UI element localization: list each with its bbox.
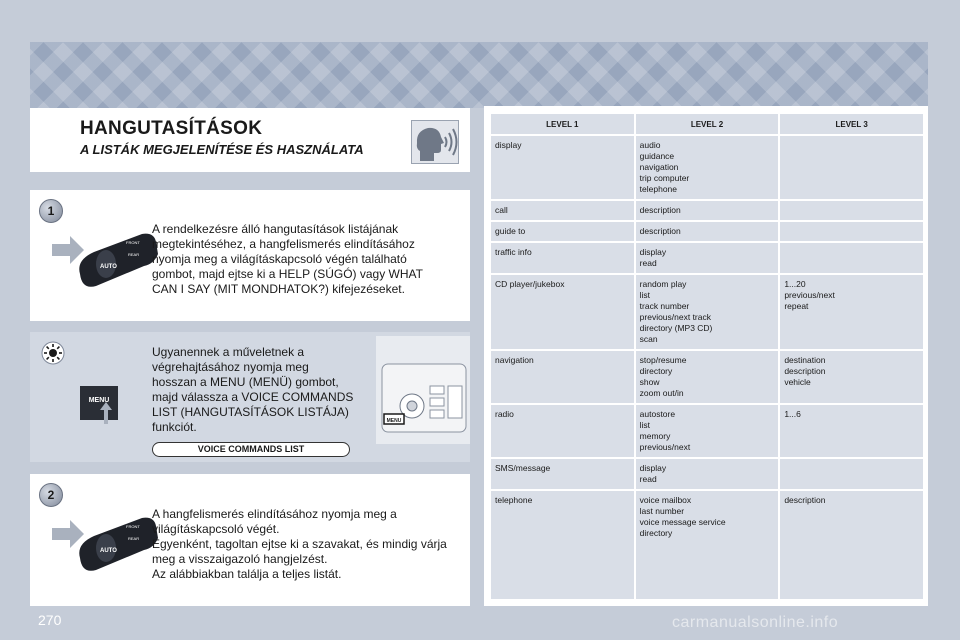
step-2-badge: 2 — [39, 483, 63, 507]
front-label: FRONT — [126, 240, 140, 245]
table-row — [491, 222, 923, 241]
cell-level-2: description — [636, 201, 779, 220]
cell-level-1: guide to — [491, 222, 634, 241]
step1-instructions: A rendelkezésre álló hangutasítások listájának megtekintéséhez, a hangfelismerés elindításához nyomja meg a világításkapcsoló végén található gombot, majd ejtse ki a HELP (SÚGÓ) vagy WHAT CAN I SAY (MIT MONDHATOK?) kifejezéseket. — [152, 222, 423, 296]
watermark: carmanualsonline.info — [672, 614, 839, 631]
cell-level-1: navigation — [491, 351, 634, 403]
header-level-1: LEVEL 1 — [491, 114, 634, 134]
cell-level-1: telephone — [491, 491, 634, 599]
cell-level-1: call — [491, 201, 634, 220]
cell-level-1: traffic info — [491, 243, 634, 273]
cell-level-3: 1...20 previous/next repeat — [780, 275, 923, 349]
cell-level-2: audio guidance navigation trip computer telephone — [636, 136, 779, 199]
page-number: 270 — [38, 612, 62, 628]
table-header-row — [491, 114, 923, 134]
voice-speaking-head-icon — [411, 120, 459, 164]
cell-level-2: random play list track number previous/next track directory (MP3 CD) scan — [636, 275, 779, 349]
cell-level-1: radio — [491, 405, 634, 457]
title-box — [30, 108, 470, 172]
page-title: HANGUTASÍTÁSOK — [80, 118, 263, 139]
menu-button-label: MENU — [88, 397, 110, 404]
voice-commands-list-pill: VOICE COMMANDS LIST — [152, 442, 350, 457]
cell-level-2: autostore list memory previous/next — [636, 405, 779, 457]
table-row — [491, 351, 923, 403]
menu-button-illustration — [74, 380, 124, 426]
cell-level-2: voice mailbox last number voice message service directory — [636, 491, 779, 599]
step-1-badge: 1 — [39, 199, 63, 223]
cell-level-2: stop/resume directory show zoom out/in — [636, 351, 779, 403]
auto-label-2: AUTO — [100, 548, 117, 554]
header-level-3: LEVEL 3 — [780, 114, 923, 134]
radio-menu-label: MENU — [386, 418, 402, 424]
rear-label: REAR — [128, 252, 140, 257]
cell-level-2: display read — [636, 459, 779, 489]
page-subtitle: A LISTÁK MEGJELENÍTÉSE ÉS HASZNÁLATA — [80, 142, 364, 157]
header-level-2: LEVEL 2 — [636, 114, 779, 134]
cell-level-3: destination description vehicle — [780, 351, 923, 403]
pointer-arrow-icon — [52, 236, 84, 264]
front-label-2: FRONT — [126, 524, 140, 529]
cell-level-3 — [780, 459, 923, 489]
table-row — [491, 243, 923, 273]
pointer-arrow-icon-2 — [52, 520, 84, 548]
rear-label-2: REAR — [128, 536, 140, 541]
cell-level-2: display read — [636, 243, 779, 273]
cell-level-3 — [780, 136, 923, 199]
cell-level-3 — [780, 243, 923, 273]
table-row — [491, 405, 923, 457]
table-row — [491, 275, 923, 349]
table-row — [491, 136, 923, 199]
menu-instructions: Ugyanennek a műveletnek a végrehajtásához nyomja meg hosszan a MENU (MENÜ) gombot, majd válassza a VOICE COMMANDS LIST (HANGUTASÍTÁSOK LISTÁJA) funkciót. — [152, 345, 354, 434]
auto-label: AUTO — [100, 264, 117, 270]
cell-level-3 — [780, 201, 923, 220]
cell-level-3 — [780, 222, 923, 241]
lighting-stalk-illustration-2 — [50, 512, 160, 582]
lighting-stalk-illustration — [50, 228, 160, 298]
cell-level-3: description — [780, 491, 923, 599]
radio-unit-illustration — [376, 336, 470, 444]
cell-level-1: display — [491, 136, 634, 199]
cell-level-2: description — [636, 222, 779, 241]
table-row — [491, 491, 923, 599]
table-row — [491, 201, 923, 220]
header-decor-band — [30, 42, 928, 108]
table-row — [491, 459, 923, 489]
cell-level-1: CD player/jukebox — [491, 275, 634, 349]
cell-level-1: SMS/message — [491, 459, 634, 489]
cell-level-3: 1...6 — [780, 405, 923, 457]
step2-instructions: A hangfelismerés elindításához nyomja meg a világításkapcsoló végét. Egyenként, tagoltan ejtse ki a szavakat, és mindig várja meg a visszaigazoló hangjelzést. Az alábbiakban találja a teljes listát. — [152, 507, 447, 581]
light-bulb-icon — [41, 341, 65, 365]
voice-commands-table — [489, 112, 925, 601]
